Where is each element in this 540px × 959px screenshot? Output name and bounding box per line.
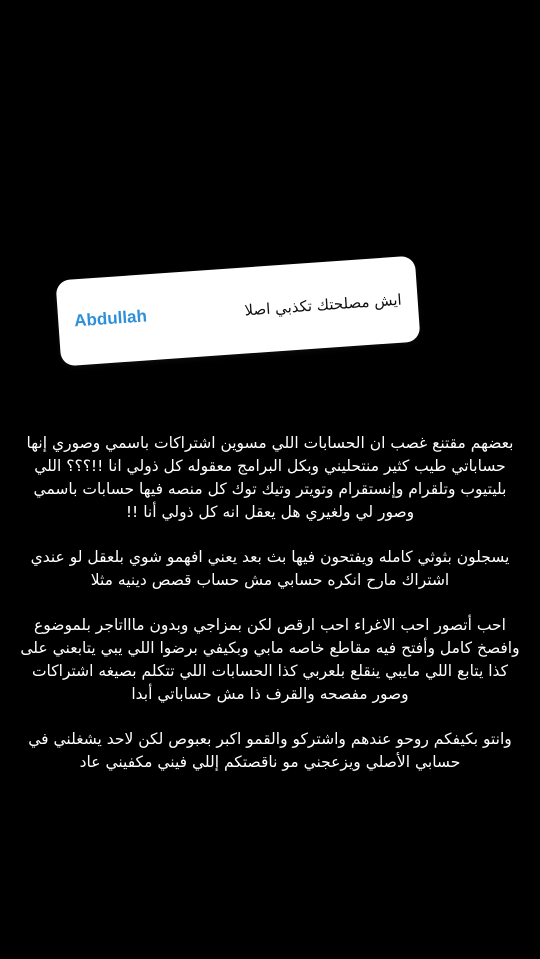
caption-paragraph: يسجلون بثوثي كامله ويفتحون فيها بث بعد يعني افهمو شوي بلعقل لو عندي اشتراك مارح انكره حسابي مش حساب قصص دينيه مثلا	[30, 548, 510, 589]
reply-message: ايش مصلحتك تكذبي اصلا	[243, 290, 403, 320]
reply-card[interactable]	[55, 256, 420, 367]
reply-username: Abdullah	[73, 306, 148, 331]
caption-paragraph: احب أتصور احب الاغراء احب ارقص لكن بمزاجي وبدون ماااتاجر بلموضوع وافصخ كامل وأفتح فيه مقاطع خاصه مابي وبكيفي برضوا اللي يبي يتابعني على كذا يتابع اللي مايبي ينقلع بلعربي كذا الحسابات اللي تتكلم بصيغه اشتراكات وصور مفصحه والقرف ذا مش حساباتي أبدا	[20, 616, 520, 703]
caption-paragraph: بعضهم مقتنع غصب ان الحسابات اللي مسوين اشتراكات باسمي وصوري إنها حساباتي طيب كثير منتحليني وبكل البرامج معقوله كل ذولي انا !!؟؟؟ اللي بليتيوب وتلقرام وإنستقرام وتويتر وتيك توك كل منصه فيها حسابات باسمي وصور لي ولغيري هل يعقل انه كل ذولي أنا !!	[26, 434, 514, 521]
caption-paragraph: وانتو بكيفكم روحو عندهم واشتركو والقمو اكبر بعبوص لكن لاحد يشغلني في حسابي الأصلي ويزعجني مو ناقصتكم إللي فيني مكفيني عاد	[28, 730, 512, 771]
story-caption	[20, 432, 520, 774]
